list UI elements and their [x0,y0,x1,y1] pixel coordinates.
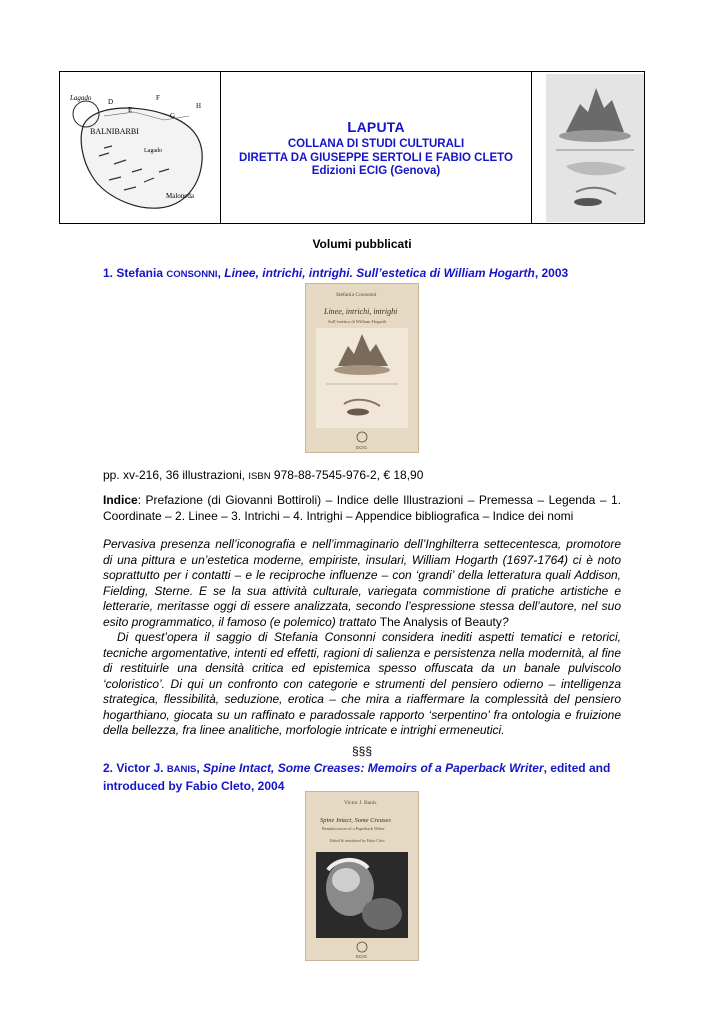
map-label: D [108,98,114,106]
para1-end: ? [501,614,509,629]
book1-year: , 2003 [534,266,569,280]
collection-line: COLLANA DI STUDI CULTURALI [287,137,465,150]
book1-pages: pp. xv-216, 36 illustrazioni, [103,468,249,482]
index-text: : Prefazione (di Giovanni Bottiroli) – Indice delle Illustrazioni – Premessa – Legenda – 1. Coordinate – 2. Linee – 3. Intrichi – 4. Intrighi – Appendice bibliografica – Indice dei nomi [103,493,621,523]
book1-isbn-price: 978-88-7545-976-2, € 18,90 [270,468,424,482]
book1-author: CONSONNI [166,269,218,280]
book1-book-title: Linee, intrichi, intrighi. Sull’estetica di William Hogarth [224,266,535,280]
series-info [221,72,532,223]
publisher-line: Edizioni ECIG (Genova) [311,164,441,177]
para1-italic: Pervasiva presenza nell’iconografia e nell’immaginario dell’Inghilterra settecentesca, promotore di una pittura e un’estetica moderne, empiriste, insulari, William Hogarth (1697-1764) ci è noto soprattutto per i contatti – e le reciproche influenze – con ‘grandi’ della letteratura quali Addison, Fielding, Sterne. E se la sua attività culturale, variegata commistione di pratiche artistiche e letterarie, meritasse oggi di essere analizzata, secondo l’espressione stessa dell’autore, nel suo esito programmatico, il famoso (e polemico) trattato [103,537,621,629]
map-label: Lagado [70,94,92,102]
book1-cover-art [306,284,418,452]
flying-island-image [546,74,644,222]
map-label: E [128,106,133,114]
book1-title[interactable]: 1. Stefania CONSONNI, Linee, intrichi, intrighi. Sull’estetica di William Hogarth, 2003 [103,266,569,280]
cover-subtitle: Sull’estetica di William Hogarth [328,319,387,324]
series-header [59,71,645,224]
cover-title: Linee, intrichi, intrighi [324,307,398,316]
book2-book-title: Spine Intact, Some Creases: Memoirs of a Paperback Writer [203,761,544,775]
series-title-initial: L [347,118,357,136]
book1-description-2: Di quest’opera il saggio di Stefania Consonni considera inediti aspetti tematici e retorici, tecniche argomentative, intenti ed effetti, ragioni di salienza e persistenza nella modernità, al fine di restituirle una densità critica ed epistemica spesso offuscata da un banale pulviscolo ‘coloristico’. Di qui un confronto con categorie e strumenti del pensiero odierno – intelligenza strategica, flessibilità, seduzione, erotica – che mira a riaffermare la complessità del pensiero hogarthiano, giocata su un raffinato e paradossale rapporto ‘serpentino’ fra ontologia e fruizione della bellezza, fra linee analitiche, morfologie intricate e intrighi ermeneutici. [103,630,621,737]
separator: §§§ [351,744,373,758]
book2-cover-art [306,792,418,960]
index-label: Indice [103,493,138,507]
para1-work-title: The Analysis of Beauty [379,614,502,629]
book1-details [103,468,621,485]
map-label: Maloneda [166,192,194,200]
map-label: Lagado [144,148,162,154]
section-heading: Volumi pubblicati [312,237,412,251]
book1-description-1 [103,537,621,630]
laputa-map-image [64,76,216,221]
cover-editor: Edited & introduced by Fabio Cleto [330,839,385,843]
map-label: F [156,94,160,102]
book1-cover-image [305,283,419,453]
map-cell [60,72,221,223]
map-label: BALNIBARBI [90,127,139,136]
cover-author: Stefania Consonni [336,292,377,298]
cover-logo: ECIG [356,954,368,959]
book2-author: BANIS [166,764,197,775]
cover-logo: ECIG [356,445,368,450]
editors-line: DIRETTA DA GIUSEPPE SERTOLI E FABIO CLETO [239,151,513,164]
book1-index [103,493,621,524]
series-title [347,119,405,136]
book2-title[interactable]: 2. Victor J. BANIS, Spine Intact, Some Creases: Memoirs of a Paperback Writer, edited and introduced by Fabio Cleto, 2004 [103,761,611,793]
isbn-label: ISBN [248,471,271,482]
book2-editor: , edited and introduced by Fabio Cleto, 2004 [103,761,611,793]
map-label: H [196,102,202,110]
cover-author: Victor J. Banis [344,800,377,806]
book1-number: 1. Stefania [103,266,167,280]
cover-title: Spine Intact, Some Creases [320,817,391,824]
book2-number: 2. Victor J. [103,761,167,775]
map-label: G [170,112,176,120]
cover-subtitle: Reminiscences of a Paperback Writer [322,826,385,831]
series-title-rest: APUTA [356,118,405,135]
book2-cover-image [305,791,419,961]
laputa-image-cell [532,72,644,223]
